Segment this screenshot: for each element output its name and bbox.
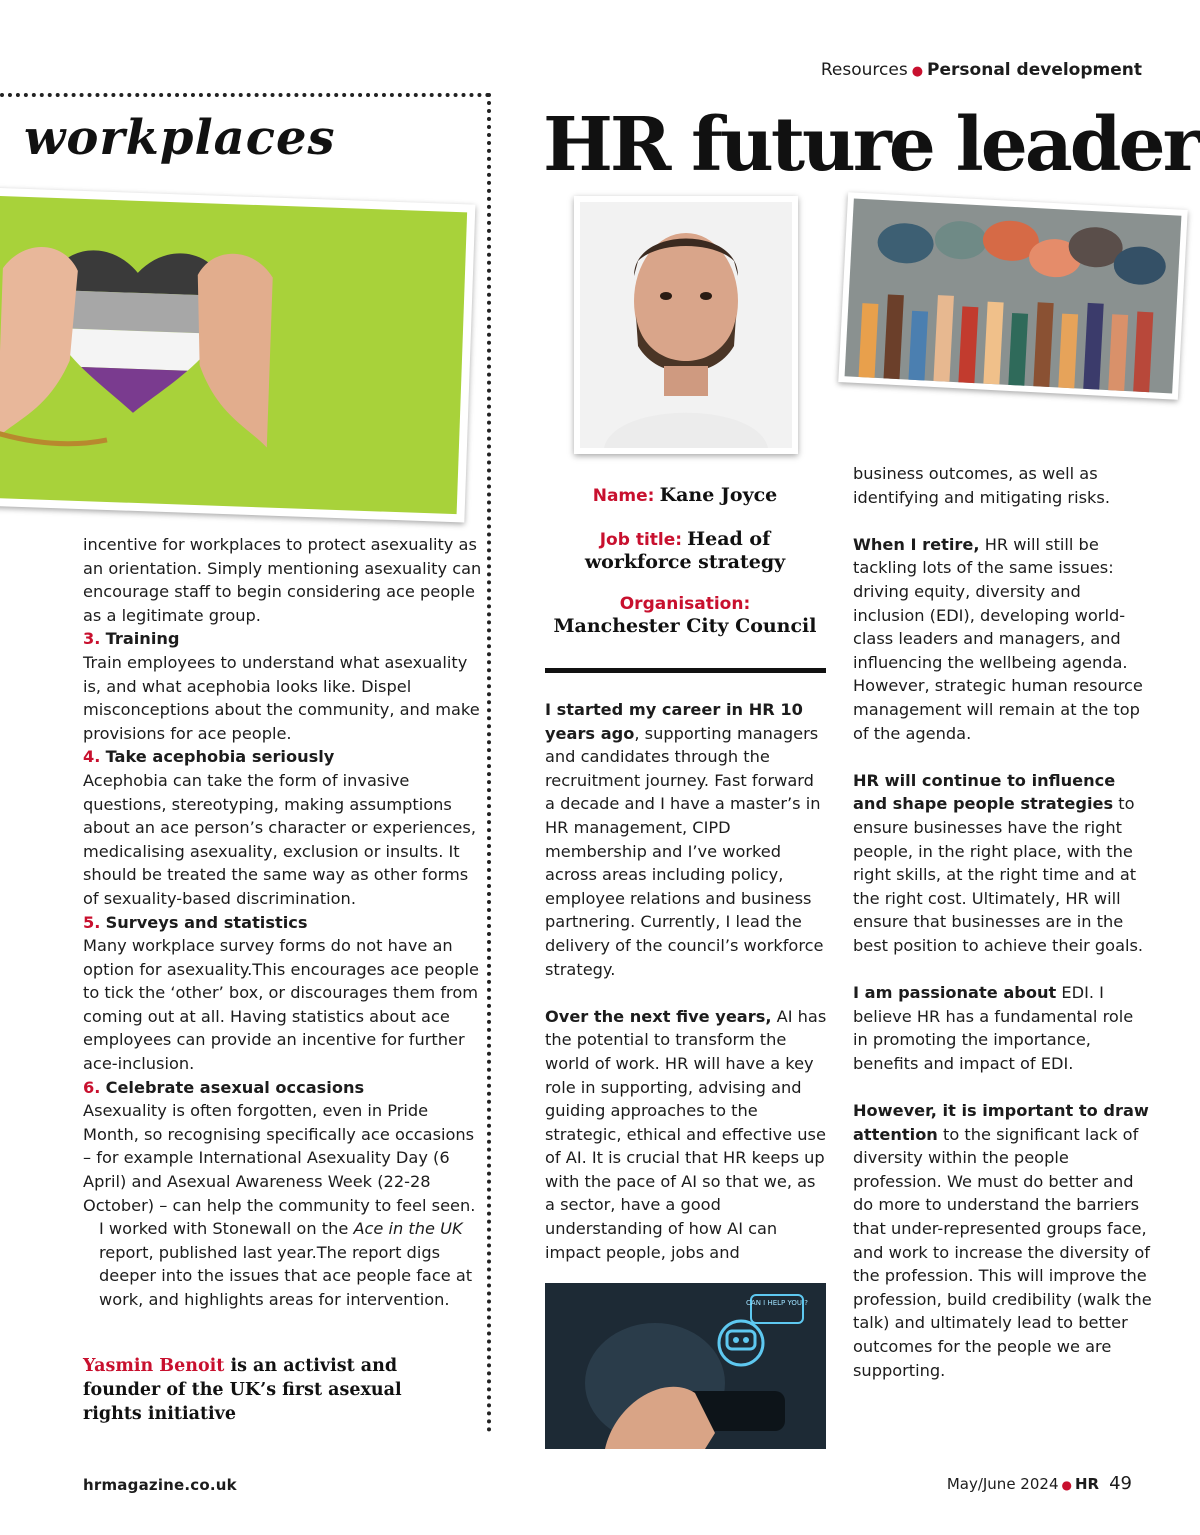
chat-bubble-text: CAN I HELP YOU ? [746,1299,808,1307]
paragraph: I started my career in HR 10 years ago, supporting managers and candidates through the recruitment journey. Fast forward a decade and I have a master’s in HR management, CIPD membership and I’ve worked across areas including policy, employee relations and business partnering. Currently, I lead the delivery of the council’s workforce strategy. [545,700,824,979]
subsection-label: Personal development [927,60,1142,80]
section-header [821,60,1142,80]
list-item-occasions: 6. Celebrate asexual occasions [83,1077,365,1097]
raised-hands-illustration [838,192,1187,400]
profile-job [545,528,825,574]
bullet-icon: ● [1061,1478,1072,1492]
list-body: Many workplace survey forms do not have an option for asexuality.This encourages ace people to tick the ‘other’ box, or discourages them from coming out at all. Having statistics about ace employees can provide an incentive for further ace-inclusion. [83,936,479,1074]
author-bio [83,1354,443,1426]
left-intro: incentive for workplaces to protect asexuality as an orientation. Simply mentioning asexuality can encourage staff to begin considering ace people as a legitimate group. [83,535,482,625]
left-article-title: workplaces [24,110,336,166]
kane-joyce-portrait [574,196,798,454]
profile-org [545,594,825,637]
paragraph: Over the next five years, AI has the potential to transform the world of work. HR will have a key role in supporting, advising and guiding approaches to the strategic, ethical and effective use of AI. It is crucial that HR keeps up with the pace of AI so that we, as a sector, have a good understanding of how AI can impact people, jobs and [545,1006,827,1262]
author-name: Yasmin Benoit [83,1356,225,1376]
footer-site: hrmagazine.co.uk [83,1476,237,1494]
list-heading: Celebrate asexual occasions [105,1077,365,1097]
paragraph: I am passionate about EDI. I believe HR has a fundamental role in promoting the importance, benefits and impact of EDI. [853,983,1134,1073]
list-item-surveys: 5. Surveys and statistics [83,912,308,932]
issue-date: May/June 2024 [946,1475,1059,1493]
continuation: business outcomes, as well as identifying and mitigating risks. [853,464,1110,507]
right-article-body [853,462,1153,1382]
paragraph: When I retire, HR will still be tackling lots of the same issues: driving equity, diversity and inclusion (EDI), developing world-class leaders and managers, and influencing the wellbeing agenda. However, strategic human resource management will remain at the top of the agenda. [853,534,1143,743]
job-value: Head of workforce strategy [584,527,786,573]
paragraph: HR will continue to influence and shape people strategies to ensure businesses have the right people, in the right place, with the right skills, at the right time and at the right cost. Ultimately, HR will ensure that businesses are in the best position to achieve their goals. [853,770,1144,955]
paragraph: However, it is important to draw attention to the significant lack of diversity within the people profession. We must do better and do more to understand the barriers that under-represented groups face, and work to increase the diversity of the profession. This will improve the profession, build credibility (walk the talk) and ultimately lead to better outcomes for the people we are supporting. [853,1101,1152,1380]
list-heading: Surveys and statistics [105,912,308,932]
list-item-acephobia: 4. Take acephobia seriously [83,747,335,767]
dotted-divider-horizontal [0,93,490,97]
list-body: Acephobia can take the form of invasive questions, stereotyping, making assumptions about an ace person’s character or experiences, medicalising asexuality, exclusion or insults. It should be treated the same way as other forms of sexuality-based discrimination. [83,770,476,908]
profile-box [545,484,825,659]
section-label: Resources [820,60,908,80]
list-heading: Training [105,629,180,649]
org-label: Organisation: [619,594,751,615]
name-value: Kane Joyce [659,484,778,506]
page-number: 49 [1109,1473,1132,1494]
closing-paragraph: I worked with Stonewall on the Ace in the UK report, published last year.The report digs deeper into the issues that ace people face at work, and highlights areas for intervention. [99,1219,473,1309]
profile-name [545,484,825,507]
dotted-divider-vertical [487,93,491,1433]
list-heading: Take acephobia seriously [105,747,335,767]
left-article-body [83,533,483,1312]
job-label: Job title: [599,529,683,550]
org-value: Manchester City Council [553,614,817,637]
list-body: Asexuality is often forgotten, even in Pride Month, so recognising specifically ace occasions – for example International Asexuality Day (6 April) and Asexual Awareness Week (22-28 October) – can help the community to feel seen. [83,1101,476,1215]
page-title: HR future leader [543,102,1199,188]
magazine-name: HR [1074,1475,1100,1493]
middle-article-body [545,698,827,1264]
profile-divider [545,668,826,673]
asexual-flag-heart-photo [0,188,475,523]
bullet-icon: ● [911,64,924,79]
list-body: Train employees to understand what asexuality is, and what acephobia looks like. Dispel misconceptions about the community, and make provisions for ace people. [83,652,480,743]
report-title: Ace in the UK [353,1219,463,1239]
name-label: Name: [592,486,655,506]
footer-issue [947,1473,1132,1494]
list-item-training: 3. Training [83,629,180,649]
author-description: is an activist and founder of the UK’s first asexual rights initiative [83,1356,402,1424]
ai-chatbot-phone-photo [545,1283,826,1449]
